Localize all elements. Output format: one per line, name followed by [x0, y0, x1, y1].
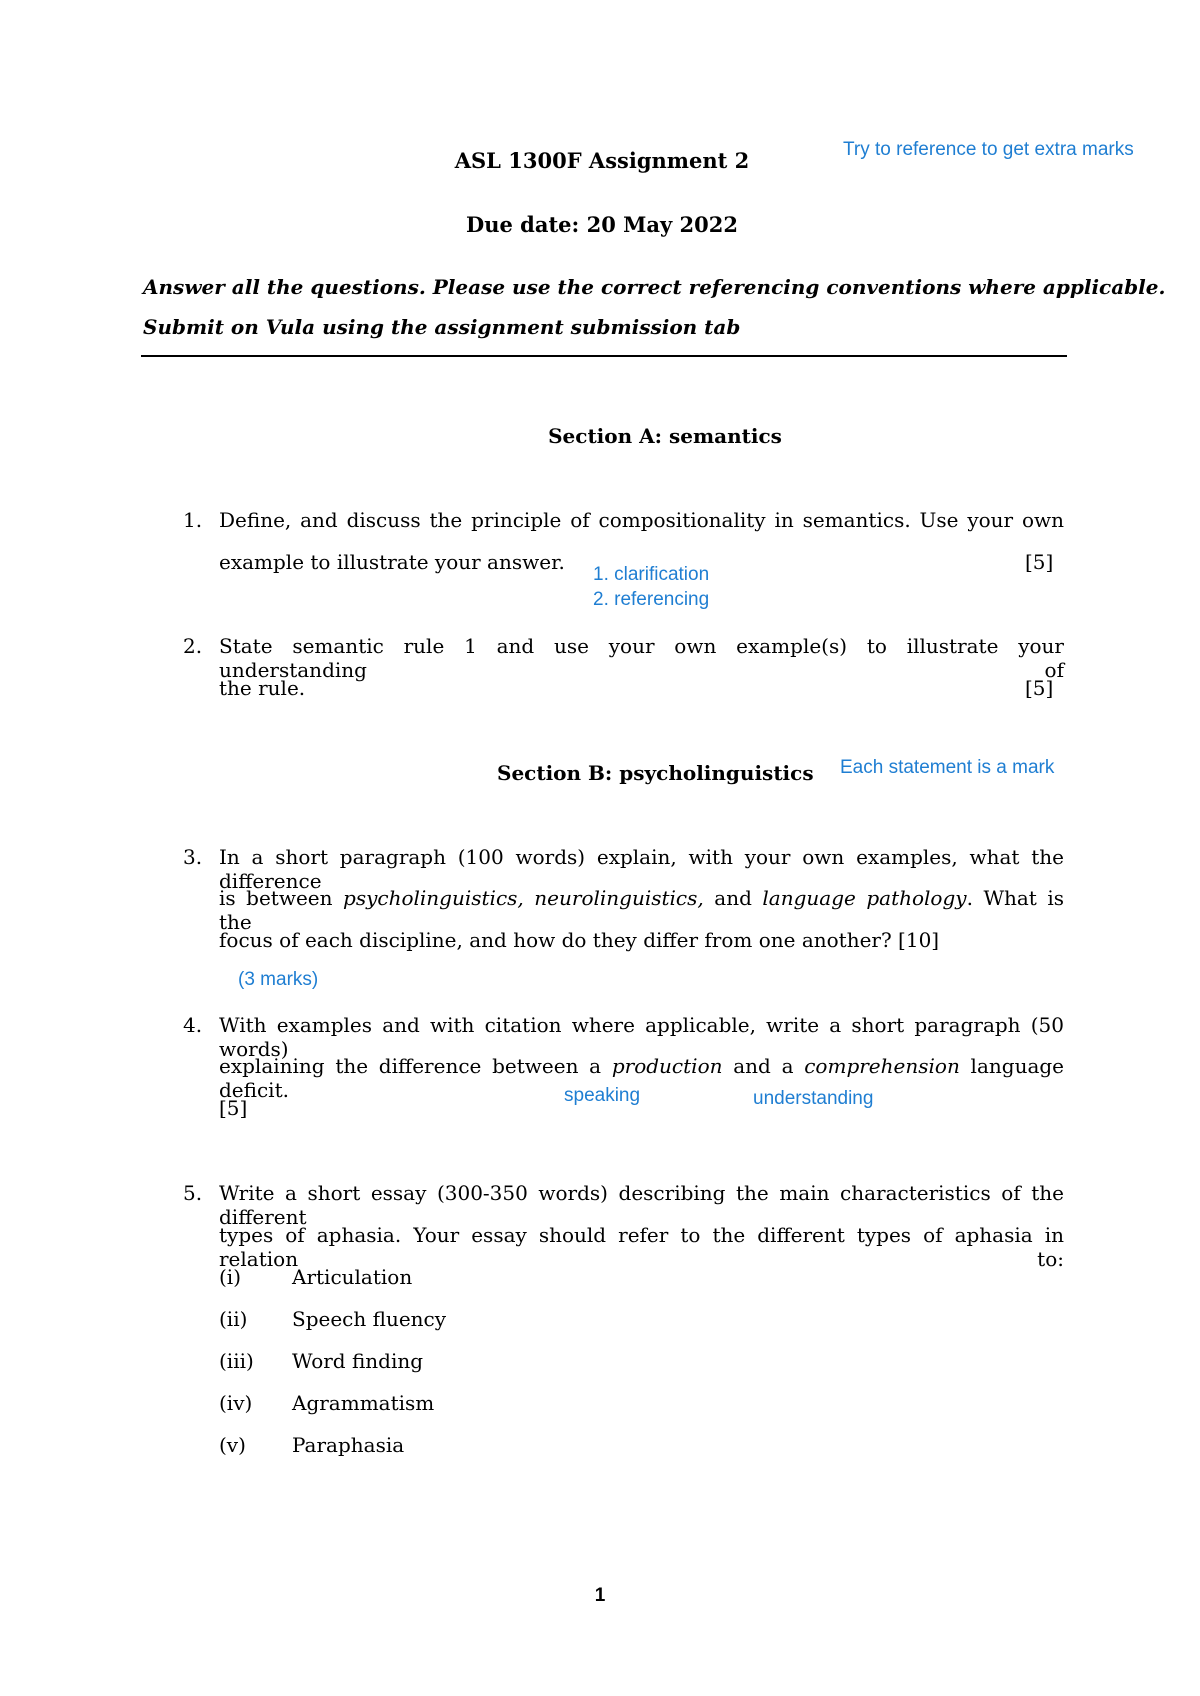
header-divider — [141, 355, 1067, 357]
list-item-number: (ii) — [219, 1307, 248, 1331]
list-item-text: Word finding — [292, 1349, 424, 1373]
due-date: Due date: 20 May 2022 — [466, 212, 738, 237]
section-a-heading: Section A: semantics — [548, 424, 782, 448]
question-2-number: 2. — [183, 634, 203, 658]
annotation-each-statement: Each statement is a mark — [840, 757, 1055, 778]
instruction-line-2: Submit on Vula using the assignment submission tab — [143, 315, 741, 339]
annotation-referencing: 2. referencing — [593, 589, 710, 610]
assignment-title: ASL 1300F Assignment 2 — [454, 148, 750, 173]
annotation-speaking: speaking — [564, 1085, 641, 1106]
question-4-line-2: explaining the difference between a production and a comprehension language deficit. — [219, 1054, 1065, 1102]
annotation-3-marks: (3 marks) — [238, 969, 319, 990]
question-5-line-2: types of aphasia. Your essay should refer to the different types of aphasia in relation to: — [219, 1223, 1064, 1271]
question-5-line-1: Write a short essay (300-350 words) describing the main characteristics of the different — [219, 1181, 1064, 1229]
question-5-number: 5. — [183, 1181, 203, 1205]
question-2-marks: [5] — [1025, 676, 1054, 700]
question-3-line-1: In a short paragraph (100 words) explain, with your own examples, what the difference — [219, 845, 1064, 893]
question-1-number: 1. — [183, 508, 203, 532]
page-number: 1 — [594, 1585, 606, 1606]
annotation-reference-extra-marks: Try to reference to get extra marks — [843, 139, 1134, 160]
question-4-line-1: With examples and with citation where applicable, write a short paragraph (50 words) — [219, 1013, 1064, 1061]
question-1-line-1: Define, and discuss the principle of compositionality in semantics. Use your own — [219, 508, 1064, 532]
section-b-heading: Section B: psycholinguistics — [497, 761, 814, 785]
instruction-line-1: Answer all the questions. Please use the correct referencing conventions where applicable. — [143, 275, 1166, 299]
list-item-number: (i) — [219, 1265, 242, 1289]
question-4-line-3: [5] — [219, 1096, 248, 1120]
list-item-text: Agrammatism — [292, 1391, 435, 1415]
question-3-line-3: focus of each discipline, and how do they differ from one another? [10] — [219, 928, 940, 952]
list-item-text: Paraphasia — [292, 1433, 405, 1457]
list-item-number: (iv) — [219, 1391, 253, 1415]
annotation-understanding: understanding — [753, 1088, 874, 1109]
question-3-number: 3. — [183, 845, 203, 869]
question-2-line-1: State semantic rule 1 and use your own example(s) to illustrate your understanding of — [219, 634, 1064, 682]
question-4-number: 4. — [183, 1013, 203, 1037]
list-item-number: (iii) — [219, 1349, 254, 1373]
question-2-line-2: the rule. — [219, 676, 306, 700]
question-1-line-2: example to illustrate your answer. — [219, 550, 565, 574]
question-1-marks: [5] — [1025, 550, 1054, 574]
list-item-text: Articulation — [292, 1265, 413, 1289]
list-item-text: Speech fluency — [292, 1307, 447, 1331]
list-item-number: (v) — [219, 1433, 246, 1457]
annotation-clarification: 1. clarification — [593, 564, 710, 585]
question-3-line-2: is between psycholinguistics, neurolinguistics, and language pathology. What is the — [219, 886, 1065, 934]
